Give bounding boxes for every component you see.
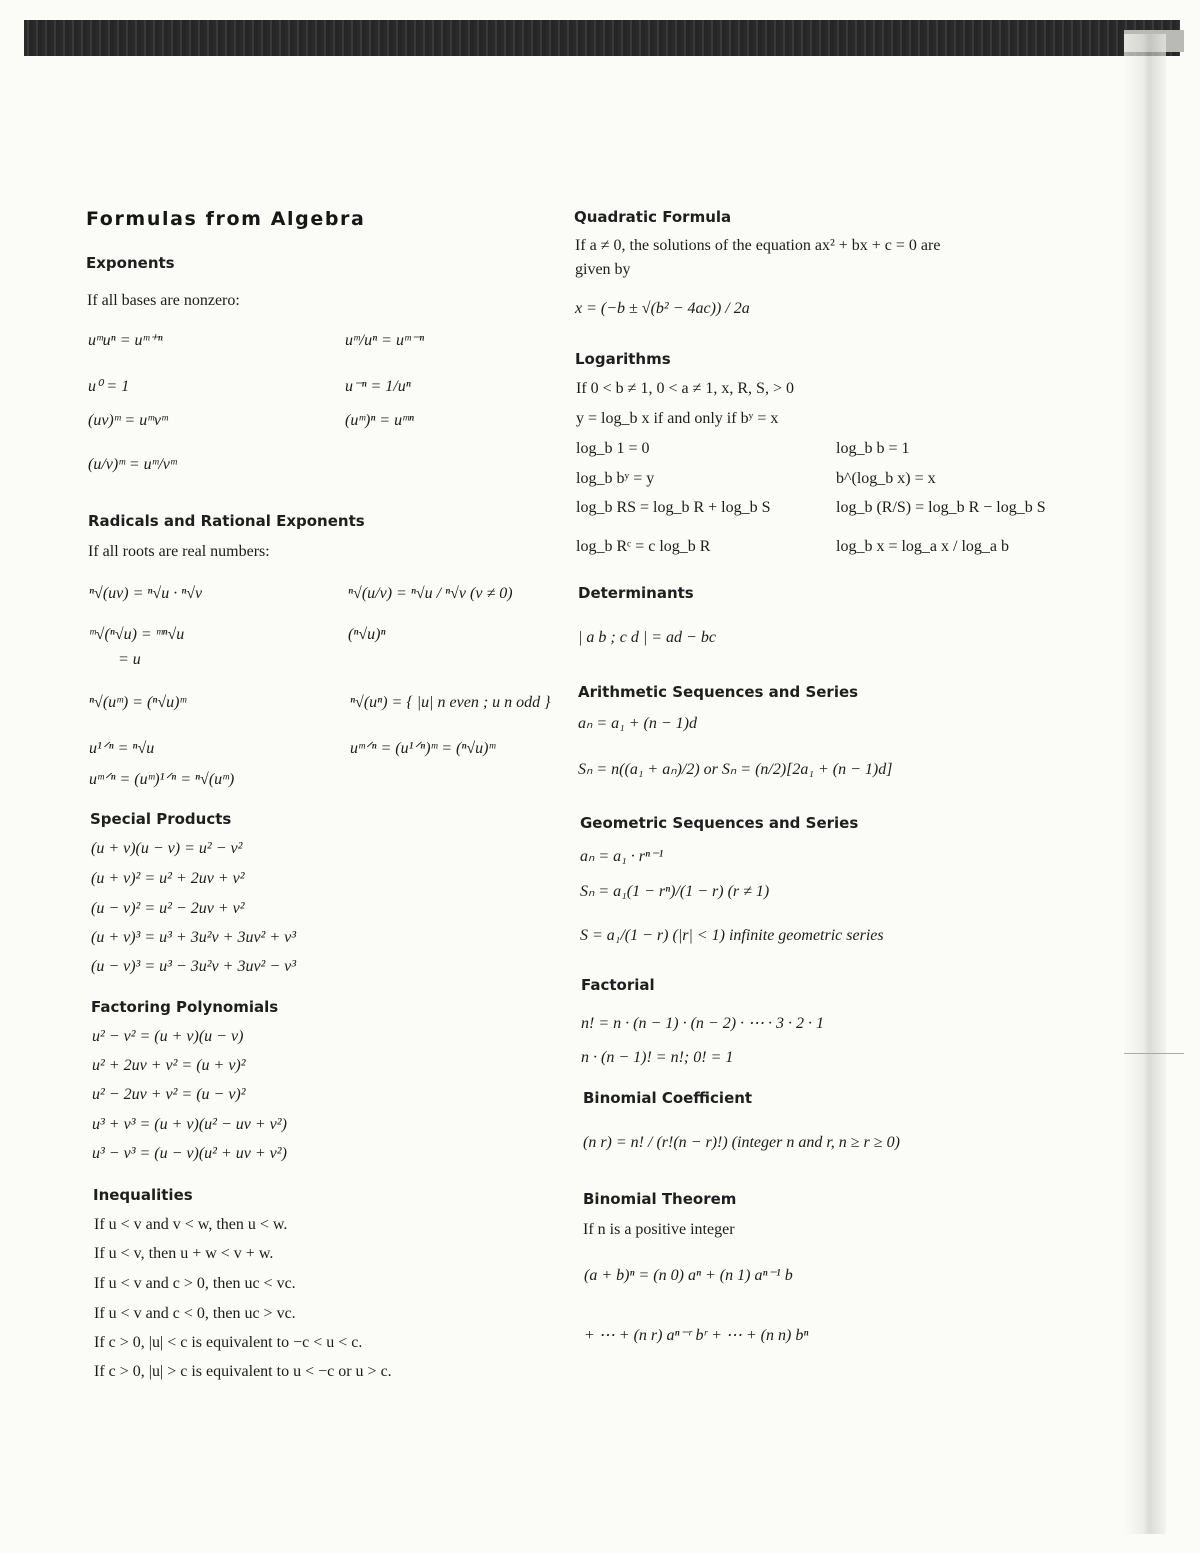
arithmetic-heading: Arithmetic Sequences and Series	[578, 683, 859, 701]
formula: log_b Rᶜ = c log_b R	[576, 538, 711, 555]
formula: aₙ = a₁ + (n − 1)d	[578, 715, 697, 732]
scan-page-edge	[1124, 34, 1166, 1534]
logarithms-definition: y = log_b x if and only if bʸ = x	[576, 410, 779, 427]
radicals-heading: Radicals and Rational Exponents	[88, 512, 365, 530]
formula: | a b ; c d | = ad − bc	[578, 629, 716, 646]
formula: (ⁿ√u)ⁿ	[348, 626, 386, 643]
binomial-theorem-heading: Binomial Theorem	[583, 1190, 737, 1208]
binomial-coefficient-heading: Binomial Coefficient	[583, 1089, 753, 1107]
formula: Sₙ = n((a₁ + aₙ)/2) or Sₙ = (n/2)[2a₁ + (n − 1)d]	[578, 761, 893, 778]
formula: (n r) = n! / (r!(n − r)!) (integer n and r, n ≥ r ≥ 0)	[583, 1134, 900, 1151]
formula: If u < v and c > 0, then uc < vc.	[94, 1275, 296, 1292]
quadratic-heading: Quadratic Formula	[574, 208, 732, 226]
formula: u² − 2uv + v² = (u − v)²	[92, 1086, 246, 1103]
formula: log_b 1 = 0	[576, 440, 650, 457]
formula: (uᵐ)ⁿ = uᵐⁿ	[345, 412, 414, 429]
radicals-intro: If all roots are real numbers:	[88, 543, 270, 560]
formula: u¹ᐟⁿ = ⁿ√u	[89, 740, 155, 757]
formula: u² − v² = (u + v)(u − v)	[92, 1028, 244, 1045]
formula: uᵐᐟⁿ = (u¹ᐟⁿ)ᵐ = (ⁿ√u)ᵐ	[350, 740, 496, 757]
quadratic-intro-2: given by	[575, 261, 631, 278]
formula: If u < v and c < 0, then uc > vc.	[94, 1305, 296, 1322]
formula: (a + b)ⁿ = (n 0) aⁿ + (n 1) aⁿ⁻¹ b	[584, 1267, 793, 1284]
geometric-heading: Geometric Sequences and Series	[580, 814, 859, 832]
formula: ⁿ√(u/v) = ⁿ√u / ⁿ√v (v ≠ 0)	[348, 585, 513, 602]
exponents-heading: Exponents	[86, 254, 175, 272]
formula: (u/v)ᵐ = uᵐ/vᵐ	[88, 456, 177, 473]
formula: (u − v)³ = u³ − 3u²v + 3uv² − v³	[91, 958, 297, 975]
formula: (uv)ᵐ = uᵐvᵐ	[88, 412, 168, 429]
formula: (u + v)² = u² + 2uv + v²	[91, 870, 245, 887]
formula: (u + v)³ = u³ + 3u²v + 3uv² + v³	[91, 929, 297, 946]
formula: n · (n − 1)! = n!; 0! = 1	[581, 1049, 734, 1066]
formula: Sₙ = a₁(1 − rⁿ)/(1 − r) (r ≠ 1)	[580, 883, 770, 900]
formula: aₙ = a₁ · rⁿ⁻¹	[580, 848, 664, 865]
special-products-heading: Special Products	[90, 810, 232, 828]
formula: u⁻ⁿ = 1/uⁿ	[345, 378, 411, 395]
formula: If u < v, then u + w < v + w.	[94, 1245, 274, 1262]
formula: u³ − v³ = (u − v)(u² + uv + v²)	[92, 1145, 287, 1162]
logarithms-heading: Logarithms	[575, 350, 671, 368]
formula: If c > 0, |u| < c is equivalent to −c < u < c.	[94, 1334, 363, 1351]
formula: + ⋯ + (n r) aⁿ⁻ʳ bʳ + ⋯ + (n n) bⁿ	[584, 1327, 809, 1344]
determinants-heading: Determinants	[578, 584, 694, 602]
scan-line	[1124, 1053, 1184, 1054]
formula: log_b RS = log_b R + log_b S	[576, 499, 771, 516]
formula: log_b bʸ = y	[576, 470, 655, 487]
formula: (u − v)² = u² − 2uv + v²	[91, 900, 245, 917]
formula: = u	[118, 651, 141, 668]
factoring-heading: Factoring Polynomials	[91, 998, 279, 1016]
factorial-heading: Factorial	[581, 976, 655, 994]
formula: ⁿ√(uⁿ) = { |u| n even ; u n odd }	[350, 694, 551, 711]
exponents-intro: If all bases are nonzero:	[87, 292, 240, 309]
formula: log_b b = 1	[836, 440, 910, 457]
formula: ⁿ√(uᵐ) = (ⁿ√u)ᵐ	[89, 694, 187, 711]
formula: u⁰ = 1	[88, 378, 130, 395]
formula: ᵐ√(ⁿ√u) = ᵐⁿ√u	[89, 626, 185, 643]
formula: b^(log_b x) = x	[836, 470, 936, 487]
formula: n! = n · (n − 1) · (n − 2) · ⋯ · 3 · 2 · 1	[581, 1015, 825, 1032]
formula: log_b x = log_a x / log_a b	[836, 538, 1010, 555]
inequalities-heading: Inequalities	[93, 1186, 193, 1204]
formula: x = (−b ± √(b² − 4ac)) / 2a	[575, 300, 750, 317]
formula: (u + v)(u − v) = u² − v²	[91, 840, 243, 857]
logarithms-condition: If 0 < b ≠ 1, 0 < a ≠ 1, x, R, S, > 0	[576, 380, 794, 397]
formula: If u < v and v < w, then u < w.	[94, 1216, 288, 1233]
formula: uᵐuⁿ = uᵐ⁺ⁿ	[88, 332, 163, 349]
scan-top-bar	[24, 20, 1180, 56]
formula: uᵐ/uⁿ = uᵐ⁻ⁿ	[345, 332, 425, 349]
formula: uᵐᐟⁿ = (uᵐ)¹ᐟⁿ = ⁿ√(uᵐ)	[89, 771, 235, 788]
formula: S = a₁/(1 − r) (|r| < 1) infinite geometric series	[580, 927, 884, 944]
binomial-theorem-intro: If n is a positive integer	[583, 1221, 735, 1238]
page-title: Formulas from Algebra	[86, 208, 366, 230]
formula: log_b (R/S) = log_b R − log_b S	[836, 499, 1046, 516]
formula: If c > 0, |u| > c is equivalent to u < −c or u > c.	[94, 1363, 392, 1380]
formula: u² + 2uv + v² = (u + v)²	[92, 1057, 246, 1074]
formula: ⁿ√(uv) = ⁿ√u · ⁿ√v	[89, 585, 203, 602]
formula: u³ + v³ = (u + v)(u² − uv + v²)	[92, 1116, 287, 1133]
quadratic-intro: If a ≠ 0, the solutions of the equation ax² + bx + c = 0 are	[575, 237, 941, 254]
